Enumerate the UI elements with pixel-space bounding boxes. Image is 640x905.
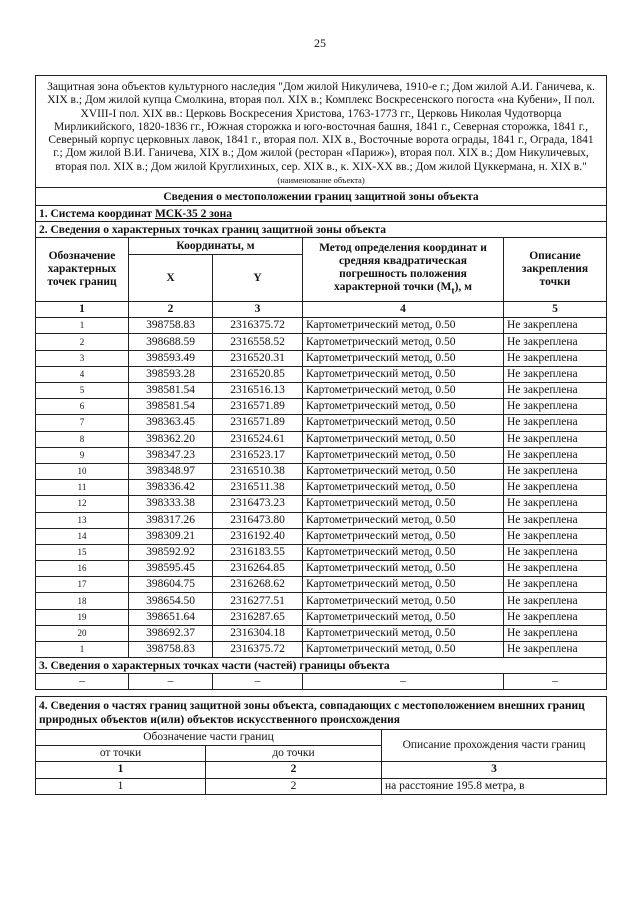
section3-empty-row xyxy=(36,674,607,690)
col-number: 2 xyxy=(129,302,213,318)
coord-y: 2316304.18 xyxy=(213,625,303,641)
coord-x: 398363.45 xyxy=(129,415,213,431)
coord-y: 2316520.85 xyxy=(213,366,303,382)
coord-x: 398593.49 xyxy=(129,350,213,366)
coord-x: 398595.45 xyxy=(129,561,213,577)
method: Картометрический метод, 0.50 xyxy=(303,496,504,512)
col-y-header: Y xyxy=(213,255,303,302)
fixation: Не закреплена xyxy=(504,383,607,399)
point-id: 19 xyxy=(36,609,129,625)
table-row xyxy=(36,366,607,382)
coord-x: 398692.37 xyxy=(129,625,213,641)
fixation: Не закреплена xyxy=(504,528,607,544)
coordinate-rows xyxy=(36,318,607,658)
fixation: Не закреплена xyxy=(504,366,607,382)
coord-x: 398581.54 xyxy=(129,399,213,415)
point-id: 7 xyxy=(36,415,129,431)
method: Картометрический метод, 0.50 xyxy=(303,480,504,496)
point-id: 1 xyxy=(36,642,129,658)
fixation: Не закреплена xyxy=(504,577,607,593)
section4-number-row xyxy=(36,762,607,778)
section4-table xyxy=(35,696,607,794)
fixation: Не закреплена xyxy=(504,496,607,512)
col-number: 3 xyxy=(382,762,607,778)
document-form xyxy=(35,75,606,895)
coord-y: 2316524.61 xyxy=(213,431,303,447)
fixation: Не закреплена xyxy=(504,642,607,658)
fixation: Не закреплена xyxy=(504,431,607,447)
col-number: 1 xyxy=(36,762,206,778)
table-row xyxy=(36,399,607,415)
table-row xyxy=(36,415,607,431)
method: Картометрический метод, 0.50 xyxy=(303,561,504,577)
coord-y: 2316375.72 xyxy=(213,642,303,658)
col-number: 2 xyxy=(206,762,382,778)
coord-x: 398758.83 xyxy=(129,642,213,658)
point-id: 12 xyxy=(36,496,129,512)
coord-x: 398581.54 xyxy=(129,383,213,399)
table-row xyxy=(36,431,607,447)
coord-y: 2316571.89 xyxy=(213,399,303,415)
table-row xyxy=(36,642,607,658)
coord-y: 2316558.52 xyxy=(213,334,303,350)
coord-y: 2316183.55 xyxy=(213,544,303,560)
coord-y: 2316287.65 xyxy=(213,609,303,625)
point-id: 8 xyxy=(36,431,129,447)
col-desc-header: Описание закрепления точки xyxy=(504,238,607,302)
dash-cell: – xyxy=(129,674,213,690)
section4-desc: на расстояние 195.8 метра, в xyxy=(382,778,607,794)
main-heading: Сведения о местоположении границ защитной зоны объекта xyxy=(36,188,607,206)
col-method-text: Метод определения координат и средняя квадратическая погрешность положения характерной точки (M xyxy=(319,241,487,293)
table-row xyxy=(36,334,607,350)
section1-label: 1. Система координат xyxy=(39,207,153,220)
col-method-header xyxy=(303,238,504,302)
method: Картометрический метод, 0.50 xyxy=(303,383,504,399)
fixation: Не закреплена xyxy=(504,561,607,577)
section4-to-header: до точки xyxy=(206,746,382,762)
col-method-end: ), м xyxy=(454,280,473,293)
table-row xyxy=(36,512,607,528)
point-id: 13 xyxy=(36,512,129,528)
coord-x: 398347.23 xyxy=(129,447,213,463)
coord-x: 398758.83 xyxy=(129,318,213,334)
fixation: Не закреплена xyxy=(504,625,607,641)
coord-x: 398604.75 xyxy=(129,577,213,593)
page-number: 25 xyxy=(314,36,326,50)
table-row xyxy=(36,609,607,625)
dash-cell: – xyxy=(213,674,303,690)
coord-x: 398362.20 xyxy=(129,431,213,447)
coord-y: 2316571.89 xyxy=(213,415,303,431)
method: Картометрический метод, 0.50 xyxy=(303,593,504,609)
method: Картометрический метод, 0.50 xyxy=(303,399,504,415)
coord-x: 398309.21 xyxy=(129,528,213,544)
coord-y: 2316264.85 xyxy=(213,561,303,577)
coord-y: 2316473.80 xyxy=(213,512,303,528)
table-row xyxy=(36,577,607,593)
section4-from: 1 xyxy=(36,778,206,794)
coord-x: 398348.97 xyxy=(129,463,213,479)
fixation: Не закреплена xyxy=(504,350,607,366)
coord-y: 2316192.40 xyxy=(213,528,303,544)
coord-x: 398592.92 xyxy=(129,544,213,560)
table-row xyxy=(36,544,607,560)
section4-title: 4. Сведения о частях границ защитной зоны объекта, совпадающих с местоположением внешних границ природных объектов и(или) объектов искусственного происхождения xyxy=(36,697,607,730)
object-name: Защитная зона объектов культурного наследия "Дом жилой Никуличева, 1910-е г.; Дом жилой А.И. Ганичева, к. XIX в.; Дом жилой купца Смолкина, вторая пол. XIX в.; Комплекс Воскресенского погоста «на Кубени», II пол. XVIII-I пол. XIX вв.: Церковь Воскресения Христова, 1763-1773 гг., Церковь Николая Чудотворца Мирликийского, 1820-1836 гг., Южная сторожка и юго-восточная башня, 1841 г., Северная сторожка, 1841 г., Северный корпус церковных лавок, 1841 г., вторая пол. XIX в., Восточные ворота ограды, 1841 г., Ограда, 1841 г.; Дом жилой В.И. Ганичева, XIX в.; Дом жилой (ресторан «Париж»), вторая пол. XIX в.; Дом Никуличевых, вторая пол. XIX в.; Дом жилой Круглихиных, сер. XIX в., к. XIX-XX вв.; Дом жилой Цуккермана, н. XIX в." xyxy=(47,81,595,173)
col-x-header: X xyxy=(129,255,213,302)
fixation: Не закреплена xyxy=(504,415,607,431)
coord-y: 2316520.31 xyxy=(213,350,303,366)
method: Картометрический метод, 0.50 xyxy=(303,431,504,447)
point-id: 2 xyxy=(36,334,129,350)
fixation: Не закреплена xyxy=(504,463,607,479)
dash-cell: – xyxy=(504,674,607,690)
dash-cell: – xyxy=(303,674,504,690)
coord-y: 2316516.13 xyxy=(213,383,303,399)
table-row xyxy=(36,480,607,496)
point-id: 18 xyxy=(36,593,129,609)
section4-from-header: от точки xyxy=(36,746,206,762)
col-number: 4 xyxy=(303,302,504,318)
method: Картометрический метод, 0.50 xyxy=(303,463,504,479)
coord-x: 398317.26 xyxy=(129,512,213,528)
method: Картометрический метод, 0.50 xyxy=(303,512,504,528)
col-number-row xyxy=(36,302,607,318)
coord-y: 2316277.51 xyxy=(213,593,303,609)
method: Картометрический метод, 0.50 xyxy=(303,544,504,560)
section4-desc-header: Описание прохождения части границ xyxy=(382,730,607,762)
coord-y: 2316268.62 xyxy=(213,577,303,593)
coord-y: 2316511.38 xyxy=(213,480,303,496)
point-id: 5 xyxy=(36,383,129,399)
point-id: 3 xyxy=(36,350,129,366)
object-header-cell xyxy=(36,76,607,188)
point-id: 20 xyxy=(36,625,129,641)
method: Картометрический метод, 0.50 xyxy=(303,350,504,366)
coord-x: 398336.42 xyxy=(129,480,213,496)
col-coords-header: Координаты, м xyxy=(129,238,303,255)
col-point-header: Обозначение характерных точек границ xyxy=(36,238,129,302)
table-row xyxy=(36,528,607,544)
method: Картометрический метод, 0.50 xyxy=(303,318,504,334)
section3-title: 3. Сведения о характерных точках части (частей) границы объекта xyxy=(36,658,607,674)
coord-x: 398333.38 xyxy=(129,496,213,512)
table-row xyxy=(36,350,607,366)
table-row xyxy=(36,447,607,463)
point-id: 11 xyxy=(36,480,129,496)
point-id: 1 xyxy=(36,318,129,334)
object-name-caption: (наименование объекта) xyxy=(277,175,365,186)
object-table xyxy=(35,75,607,690)
coord-x: 398654.50 xyxy=(129,593,213,609)
method: Картометрический метод, 0.50 xyxy=(303,642,504,658)
col-number: 3 xyxy=(213,302,303,318)
table-row xyxy=(36,383,607,399)
coord-y: 2316523.17 xyxy=(213,447,303,463)
section4-row xyxy=(36,778,607,794)
fixation: Не закреплена xyxy=(504,512,607,528)
method: Картометрический метод, 0.50 xyxy=(303,415,504,431)
fixation: Не закреплена xyxy=(504,609,607,625)
fixation: Не закреплена xyxy=(504,480,607,496)
coord-x: 398651.64 xyxy=(129,609,213,625)
fixation: Не закреплена xyxy=(504,544,607,560)
table-row xyxy=(36,496,607,512)
dash-cell: – xyxy=(36,674,129,690)
point-id: 6 xyxy=(36,399,129,415)
fixation: Не закреплена xyxy=(504,447,607,463)
section2-title: 2. Сведения о характерных точках границ защитной зоны объекта xyxy=(36,222,607,238)
method: Картометрический метод, 0.50 xyxy=(303,625,504,641)
method: Картометрический метод, 0.50 xyxy=(303,577,504,593)
section4-to: 2 xyxy=(206,778,382,794)
section1-row xyxy=(36,206,607,222)
method: Картометрический метод, 0.50 xyxy=(303,366,504,382)
point-id: 4 xyxy=(36,366,129,382)
coord-y: 2316473.23 xyxy=(213,496,303,512)
col-method-sub: t xyxy=(451,285,455,297)
point-id: 17 xyxy=(36,577,129,593)
section4-part-header: Обозначение части границ xyxy=(36,730,382,746)
point-id: 10 xyxy=(36,463,129,479)
coord-y: 2316375.72 xyxy=(213,318,303,334)
col-number: 5 xyxy=(504,302,607,318)
method: Картометрический метод, 0.50 xyxy=(303,447,504,463)
coord-x: 398593.28 xyxy=(129,366,213,382)
point-id: 14 xyxy=(36,528,129,544)
fixation: Не закреплена xyxy=(504,318,607,334)
coordinate-system-value: МСК-35 2 зона xyxy=(154,207,232,220)
point-id: 15 xyxy=(36,544,129,560)
table-row xyxy=(36,463,607,479)
table-row xyxy=(36,318,607,334)
table-row xyxy=(36,593,607,609)
method: Картометрический метод, 0.50 xyxy=(303,528,504,544)
point-id: 16 xyxy=(36,561,129,577)
method: Картометрический метод, 0.50 xyxy=(303,334,504,350)
table-row xyxy=(36,625,607,641)
coord-y: 2316510.38 xyxy=(213,463,303,479)
method: Картометрический метод, 0.50 xyxy=(303,609,504,625)
table-row xyxy=(36,561,607,577)
fixation: Не закреплена xyxy=(504,334,607,350)
fixation: Не закреплена xyxy=(504,593,607,609)
fixation: Не закреплена xyxy=(504,399,607,415)
col-number: 1 xyxy=(36,302,129,318)
coord-x: 398688.59 xyxy=(129,334,213,350)
point-id: 9 xyxy=(36,447,129,463)
